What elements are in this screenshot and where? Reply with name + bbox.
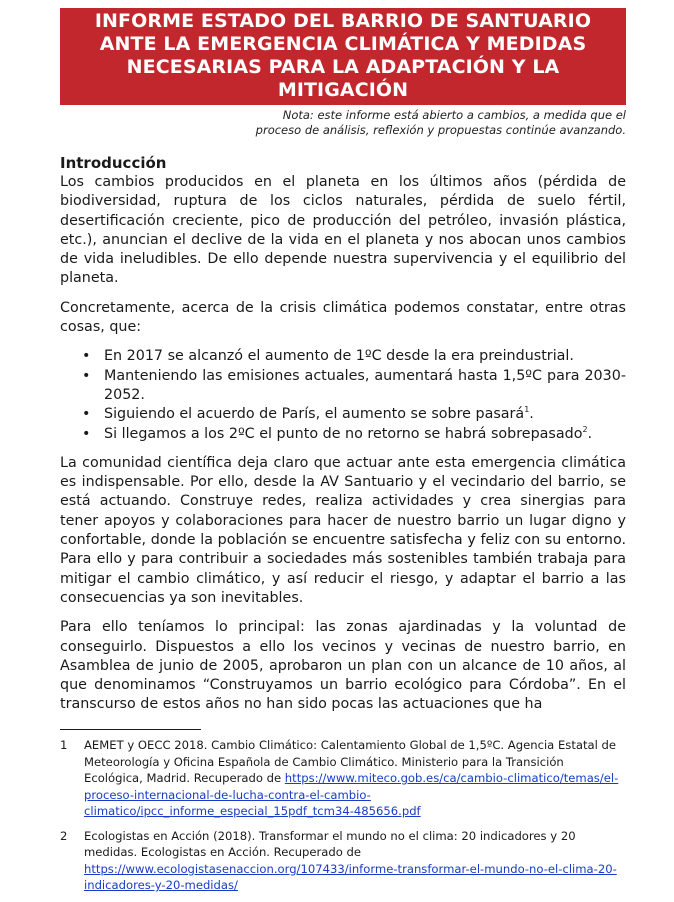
bullet-icon: •: [82, 367, 91, 384]
bullet-icon: •: [82, 348, 91, 365]
bullet-icon: •: [82, 406, 91, 423]
report-title-line: MITIGACIÓN: [277, 79, 409, 101]
paragraph: Concretamente, acerca de la crisis climática podemos constatar, entre otras cosas, que:: [60, 299, 626, 336]
footnote-reference[interactable]: 2: [582, 424, 588, 434]
report-title-line: NECESARIAS PARA LA ADAPTACIÓN Y LA: [126, 56, 560, 78]
report-title-line: ANTE LA EMERGENCIA CLIMÁTICA Y MEDIDAS: [99, 33, 587, 55]
bullet-icon: •: [82, 425, 91, 442]
footnotes: [60, 737, 626, 902]
footnote-number: 2: [60, 828, 68, 843]
note-line: proceso de análisis, reflexión y propuestas continúe avanzando.: [255, 123, 626, 137]
list-item-text: Si llegamos a los 2ºC el punto de no retorno se habrá sobrepasado: [104, 425, 583, 442]
paragraph: La comunidad científica deja claro que actuar ante esta emergencia climática es indispensable. Por ello, desde la AV Santuario y el vecindario del barrio, se está actuando. Construye redes, realiza actividades y crea sinergias para tener apoyos y colaboraciones para hacer de nuestro barrio un lugar digno y confortable, donde la población se encuentre satisfecha y feliz con su entorno. Para ello y para contribuir a sociedades más sostenibles también trabaja para mitigar el cambio climático, y así reducir el riesgo, y adaptar el barrio a las consecuencias ya son inevitables.: [60, 454, 626, 606]
paragraph: Los cambios producidos en el planeta en los últimos años (pérdida de biodiversidad, ruptura de los ciclos naturales, pérdida de suelo fértil, desertificación creciente, pico de producción del petróleo, invasión plástica, etc.), anuncian el declive de la vida en el planeta y nos abocan unos cambios de vida ineludibles. De ello depende nuestra supervivencia y el equilibrio del planeta.: [60, 174, 626, 287]
footnote-link[interactable]: https://www.ecologistasenaccion.org/107433/informe-transformar-el-mundo-no-el-clima-20-indicadores-y-20-medidas/: [84, 861, 617, 892]
paragraph: Para ello teníamos lo principal: las zonas ajardinadas y la voluntad de conseguirlo. Dispuestos a ello los vecinos y vecinas de nuestro barrio, en Asamblea de junio de 2005, aprobaron un plan con un alcance de 10 años, al que denominamos “Construyamos un barrio ecológico para Córdoba”. En el transcurso de estos años no han sido pocas las actuaciones que ha: [60, 619, 626, 713]
footnote-divider: [60, 729, 201, 730]
footnote-number: 1: [60, 738, 68, 752]
footnote-text: Ecologistas en Acción (2018). Transformar el mundo no el clima: 20 indicadores y 20 medidas. Ecologistas en Acción. Recuperado de: [84, 828, 576, 859]
bullet-list: [60, 347, 626, 443]
footnote-text: AEMET y OECC 2018. Cambio Climático: Calentamiento Global de 1,5ºC. Agencia Estatal de Meteorología y Oficina Española de Cambio Climático. Ministerio para la Transición Ecológica, Madrid. Recuperado de: [84, 738, 617, 785]
footnote-link[interactable]: https://www.miteco.gob.es/ca/cambio-climatico/temas/el-proceso-internacional-de-lucha-contra-el-cambio-climatico/ipcc_informe_especial_15pdf_tcm34-485656.pdf: [84, 771, 619, 818]
list-item-text: Siguiendo el acuerdo de París, el aumento se sobre pasará: [104, 406, 525, 423]
list-item-text: En 2017 se alcanzó el aumento de 1ºC desde la era preindustrial.: [104, 348, 574, 365]
editorial-note: [60, 108, 626, 138]
footnote-reference[interactable]: 1: [524, 405, 530, 415]
list-item: • Siguiendo el acuerdo de París, el aumento se sobre pasará$^1$.: [60, 405, 626, 424]
list-item: [60, 347, 626, 366]
footnote: [60, 828, 626, 894]
footnote: [60, 737, 626, 820]
document-page: [60, 8, 626, 725]
note-line: Nota: este informe está abierto a cambios, a medida que el: [282, 108, 626, 122]
section-heading: Introducción: [60, 154, 167, 172]
report-title-line: INFORME ESTADO DEL BARRIO DE SANTUARIO: [94, 10, 592, 32]
list-item-text: Manteniendo las emisiones actuales, aumentará hasta 1,5ºC para 2030-2052.: [104, 367, 626, 403]
list-item: [60, 367, 626, 406]
report-title-banner: [60, 8, 626, 105]
list-item: • Si llegamos a los 2ºC el punto de no retorno se habrá sobrepasado$^2$.: [60, 425, 626, 444]
